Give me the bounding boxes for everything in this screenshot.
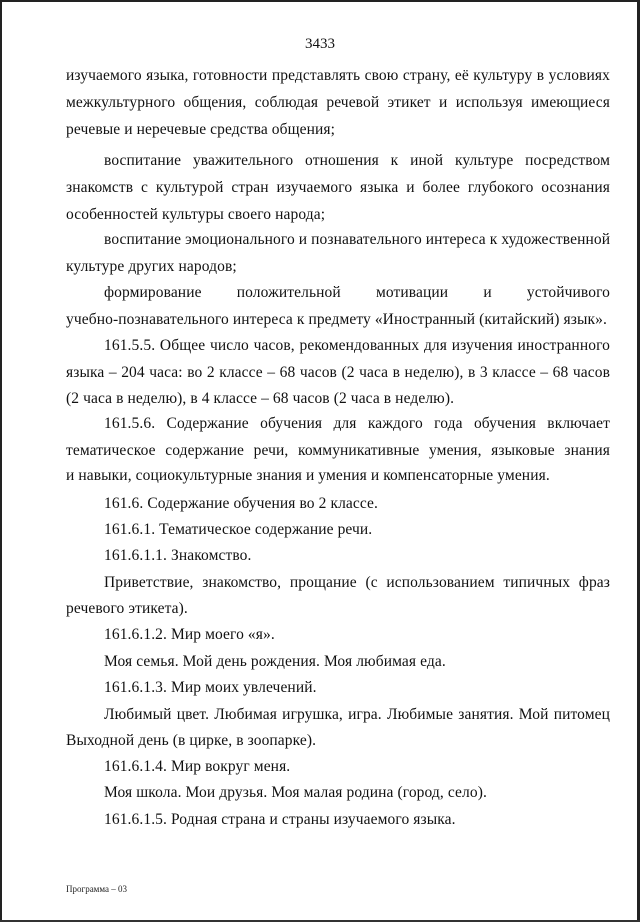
text-line: 161.6.1.2. Мир моего «я». <box>104 626 275 643</box>
text-line: культуре других народов; <box>66 258 237 275</box>
text-line: Любимый цвет. Любимая игрушка, игра. Любимые занятия. Мой питомец <box>104 706 610 723</box>
text-line: формирование положительной мотивации и устойчивого <box>104 284 610 301</box>
text-line: 161.6.1.3. Мир моих увлечений. <box>104 679 317 696</box>
text-line: тематическое содержание речи, коммуникативные умения, языковые знания <box>66 442 610 459</box>
page-number: 3433 <box>305 36 335 52</box>
footer-label: Программа – 03 <box>66 884 128 894</box>
text-line: особенностей культуры своего народа; <box>66 206 326 223</box>
scan-edge-top <box>0 0 640 2</box>
text-line: 161.6.1.4. Мир вокруг меня. <box>104 758 291 775</box>
text-line: (2 часа в неделю), в 4 классе – 68 часов (2 часа в неделю). <box>66 390 455 407</box>
text-line: воспитание уважительного отношения к иной культуре посредством <box>104 152 610 169</box>
text-line: 161.5.5. Общее число часов, рекомендованных для изучения иностранного <box>104 337 610 354</box>
text-line: учебно-познавательного интереса к предмету «Иностранный (китайский) язык». <box>66 311 607 328</box>
text-line: межкультурного общения, соблюдая речевой этикет и используя имеющиеся <box>66 94 610 111</box>
text-line: знакомств с культурой стран изучаемого языка и более глубокого осознания <box>66 179 610 196</box>
text-line: речевые и неречевые средства общения; <box>66 121 336 138</box>
scan-edge-left <box>0 0 2 922</box>
text-line: воспитание эмоционального и познавательного интереса к художественной <box>104 231 611 248</box>
text-line: Приветствие, знакомство, прощание (с использованием типичных фраз <box>104 574 610 591</box>
text-line: Моя семья. Мой день рождения. Моя любимая еда. <box>104 653 446 670</box>
text-line: речевого этикета). <box>66 600 188 617</box>
text-line: языка – 204 часа: во 2 классе – 68 часов (2 часа в неделю), в 3 классе – 68 часов <box>66 364 610 381</box>
text-line: 161.6. Содержание обучения во 2 классе. <box>104 495 378 512</box>
text-line: Моя школа. Мои друзья. Моя малая родина (город, село). <box>104 784 487 801</box>
text-line: изучаемого языка, готовности представлять свою страну, её культуру в условиях <box>66 67 610 84</box>
text-line: 161.6.1.5. Родная страна и страны изучаемого языка. <box>104 811 456 828</box>
text-line: Выходной день (в цирке, в зоопарке). <box>66 732 317 749</box>
text-line: 161.6.1. Тематическое содержание речи. <box>104 521 373 538</box>
text-line: и навыки, социокультурные знания и умения и компенсаторные умения. <box>66 467 550 484</box>
text-line: 161.6.1.1. Знакомство. <box>104 547 252 564</box>
text-line: 161.5.6. Содержание обучения для каждого года обучения включает <box>104 415 610 432</box>
